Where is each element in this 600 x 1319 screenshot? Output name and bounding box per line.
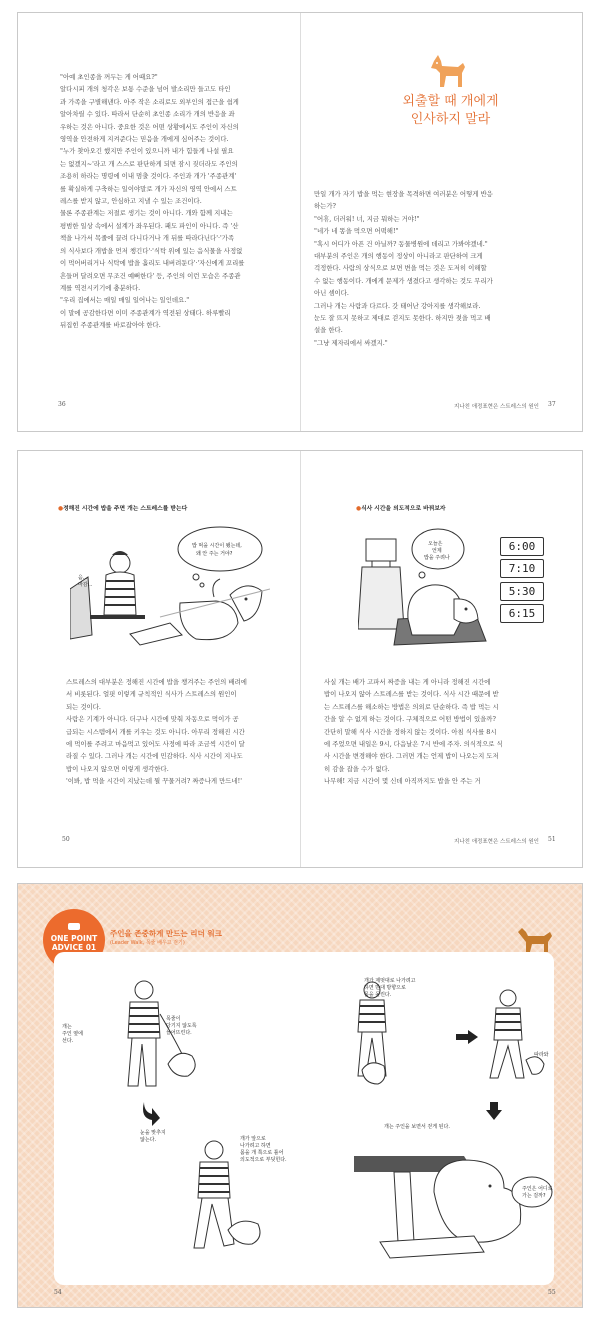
caption-no-eye-contact: 눈을 맞추지 않는다.: [140, 1130, 166, 1143]
text-line: "혹시 어디가 아픈 건 아닐까? 동물병원에 데리고 가봐야겠네.": [314, 239, 488, 248]
advice-title: 주인을 존중하게 만드는 리더 워크: [110, 929, 222, 938]
caption-bump-dog: 개가 앞으로 나가려고 하면 몸을 개 쪽으로 틀어 의도적으로 부딪힌다.: [240, 1136, 287, 1163]
text-line: 걱정한다. 사람의 상식으로 보면 변을 먹는 것은 도저히 이해할: [314, 264, 487, 273]
text-line: "네가 네 똥을 먹으면 어떡해!": [314, 227, 399, 236]
text-line: 그러나 개는 사람과 다르다. 갓 태어난 강아지를 생각해보라.: [314, 301, 481, 310]
badge-line-1: ONE POINT: [50, 934, 98, 943]
illustration-panel: [54, 952, 554, 1285]
text-line: 흔들며 달려오면 무조건 예뻐한다' 등, 주인의 이런 모습은 주종관: [60, 271, 241, 280]
text-line: 의 식사보다 개밥을 먼저 챙긴다'·'식탁 위에 있는 음식물을 사정없: [60, 246, 243, 255]
text-line: 설을 한다.: [314, 326, 343, 335]
page-number-right: 37: [548, 401, 556, 408]
thought-bubble-line-1: 오늘은: [428, 541, 443, 547]
left-page-body: [60, 71, 288, 332]
running-head-right: 지나친 애정표현은 스트레스의 원인: [454, 404, 539, 410]
advice-subtitle: (Leader Walk, 목줄 배우고 걷기): [110, 940, 185, 946]
text-line: 나무해! 지금 시간이 몇 신데 아직까지도 밥을 안 주는 거: [324, 777, 481, 786]
chapter-title-line-1: 외출할 때 개에게: [402, 94, 499, 109]
chapter-title-line-2: 인사하지 말라: [410, 112, 491, 127]
right-section-heading: ●식사 시간을 의도적으로 바꿔보자: [356, 506, 446, 512]
illustration-walk-step-4: [478, 986, 548, 1086]
text-line: 하는가?: [314, 202, 336, 211]
text-line: 히 감을 잡을 수가 없다.: [324, 764, 390, 773]
text-line: 평범한 일상 속에서 설계가 좌우된다. 패도 파인이 아니다. 즉 '산: [60, 221, 239, 230]
caption-turn-around: 개가 제멋대로 나가려고 하면 반대 방향으로 몸을 돌린다.: [364, 978, 416, 998]
illustration-walk-step-5: [354, 1132, 554, 1272]
illustration-hungry-dog: [70, 519, 270, 651]
text-line: 우하는 것은 아니다. 중요한 것은 어떤 상황에서도 주인이 자신의: [60, 122, 239, 131]
text-line: 밥이 나오지 않아 스트레스를 받는 것이다. 식사 시간 때문에 받: [324, 690, 499, 699]
arrow-right-icon: [456, 1030, 478, 1044]
text-line: "아예 초인종을 꺼두는 게 어때요?": [60, 73, 158, 81]
text-line: "그냥 제자리에서 싸겠지.": [314, 338, 388, 347]
text-line: 조용히 하라는 명령에 이내 멈출 것이다. 주인과 개가 '주종관계': [60, 172, 237, 181]
page-number-right: 51: [548, 836, 556, 843]
caption-person-2: 마감...: [78, 582, 93, 588]
text-line: "누가 찾아오긴 했지만 주인이 있으니까 내가 힘들게 나설 필요: [60, 147, 234, 156]
text-line: 과 가족을 구별해낸다. 아주 작은 소리로도 외부인의 접근을 쉽게: [60, 97, 239, 106]
text-line: 아닌 셈이다.: [314, 289, 349, 298]
page-number-left: 54: [54, 1289, 62, 1296]
text-line: 뒤집힌 주종관계를 바로잡아야 한다.: [60, 321, 161, 330]
text-line: '이봐, 밥 먹을 시간이 지났는데 뭘 꾸물거려? 짜증나게 만드네!': [66, 777, 242, 786]
text-line: 이 말에 공감한다면 이미 주종관계가 역전된 상태다. 하루빨리: [60, 308, 231, 317]
text-line: 만일 개가 자기 밥을 먹는 현장을 목격하면 여러분은 어떻게 반응: [314, 190, 493, 198]
text-line: 사실 개는 배가 고파서 짜증을 내는 게 아니라 정해진 시간에: [324, 678, 491, 686]
thought-bubble-line-2: 왜 안 주는 거야?: [196, 551, 233, 557]
wall-clock-3: 5:30: [500, 582, 544, 601]
caption-slack-leash: 목줄이 당기지 않도록 늘어뜨린다.: [166, 1016, 197, 1036]
book-spread-36-37: [17, 12, 583, 432]
book-spread-54-55: [17, 883, 583, 1308]
dog-icon: [428, 51, 472, 91]
chapter-title: [383, 93, 518, 129]
badge-line-2: ADVICE 01: [51, 943, 97, 952]
arrow-down-icon: [486, 1102, 502, 1120]
text-line: 서 비롯된다. 얼핏 이렇게 규칙적인 식사가 스트레스의 원인이: [66, 690, 237, 699]
text-line: 책을 나가서 목줄에 끌려 다니다거나 개 뒤를 따라다닌다'·'가족: [60, 234, 235, 243]
text-line: 급되는 시스템에서 개를 키우는 것도 아니다. 아무리 정해진 시간: [66, 727, 245, 736]
text-line: 를 확실하게 구축하는 일이야말로 개가 자신의 영역 안에서 스트: [60, 184, 237, 193]
caption-follow-sound: 따라와: [534, 1052, 549, 1058]
text-line: 알다시피 개의 청각은 보통 수준을 넘어 발소리만 들고도 타인: [60, 85, 231, 94]
spine-line: [300, 451, 301, 868]
caption-where-going: 주인은 어디로 가는 걸까?: [522, 1186, 553, 1199]
right-page-body: [324, 676, 546, 788]
wall-clock-1: 6:00: [500, 537, 544, 556]
text-line: 는 없겠지~'라고 개 스스로 판단하게 되면 잠시 짖더라도 주인의: [60, 159, 238, 168]
book-spread-50-51: [17, 450, 583, 868]
text-line: 간단히 말해 식사 시간을 정하지 않는 것이다. 아침 식사를 8시: [324, 727, 497, 736]
caption-person-1: 음...: [78, 575, 88, 581]
text-line: 는 스트레스를 해소하는 방법은 의외로 단순하다. 즉 밥 먹는 시: [324, 702, 499, 711]
thought-bubble-line-1: 밥 먹을 시간이 됐는데,: [192, 543, 242, 549]
page-number-left: 36: [58, 401, 66, 408]
text-line: 계를 역전시키기에 충분하다.: [60, 283, 141, 292]
text-line: 눈도 잘 뜨지 못하고 제대로 걷지도 못한다. 하지만 젖을 먹고 배: [314, 314, 491, 323]
text-line: 스트레스의 대부분은 정해진 시간에 밥을 챙겨주는 주인의 배려에: [66, 678, 247, 686]
spine-line: [300, 13, 301, 432]
wall-clock-4: 6:15: [500, 604, 544, 623]
text-line: "우리 집에서는 매일 매일 일어나는 일인데요.": [60, 296, 190, 305]
text-line: 간을 알 수 없게 하는 것이다. 구체적으로 어떤 방법이 있을까?: [324, 715, 496, 724]
text-line: 알아차릴 수 있다. 따라서 단순히 초인종 소리가 개의 반응을 좌: [60, 110, 235, 119]
text-line: 에 먹이를 주려고 마음먹고 있어도 사정에 따라 조금씩 시간이 달: [66, 740, 245, 749]
left-page-body: [66, 676, 286, 788]
badge-book-icon: [68, 923, 80, 930]
illustration-waiting-dog: [358, 519, 508, 651]
text-line: "어휴, 더러워! 너, 지금 뭐하는 거야!": [314, 214, 420, 223]
running-head-right: 지나친 애정표현은 스트레스의 원인: [454, 839, 539, 845]
dog-icon: [514, 924, 558, 954]
caption-dog-watches-owner: 개는 주인을 보면서 걷게 된다.: [384, 1124, 450, 1130]
text-line: 대부분의 주인은 개의 행동이 정상이 아니라고 판단하여 크게: [314, 252, 483, 261]
text-line: 밥이 나오지 않으면 이렇게 생각한다.: [66, 764, 169, 773]
caption-dog-beside-owner: 개는 주인 옆에 선다.: [62, 1024, 83, 1044]
left-section-heading: ●정해진 시간에 밥을 주면 개는 스트레스를 받는다: [58, 506, 188, 512]
page-number-left: 50: [62, 836, 70, 843]
text-line: 에 주었으면 내일은 9시, 다음날은 7시 반에 주자. 의식적으로 식: [324, 740, 503, 749]
text-line: 되는 것이다.: [66, 702, 101, 711]
right-page-body: [314, 188, 546, 349]
page-number-right: 55: [548, 1289, 556, 1296]
text-line: 영역을 안전하게 지켜준다는 믿음을 개에게 심어주는 것이다.: [60, 135, 229, 144]
text-line: 물론 주종관계는 저절로 생기는 것이 아니다. 개와 함께 지내는: [60, 209, 233, 218]
text-line: 사람은 기계가 아니다. 더구나 시간에 맞춰 자동으로 먹이가 공: [66, 715, 239, 724]
text-line: 이 먹어버리거나 식탁에 밥을 흘리도 내버려둔다'·'자신에게 꼬리를: [60, 259, 245, 268]
text-line: 레스를 받지 않고, 안심하고 지낼 수 있는 조건이다.: [60, 197, 202, 206]
thought-bubble-line-3: 밥을 주려나: [424, 555, 450, 561]
arrow-down-icon: [140, 1102, 162, 1126]
text-line: 라질 수 있다. 그러나 개는 시간에 민감하다. 식사 시간이 지나도: [66, 752, 243, 761]
thought-bubble-line-2: 언제: [432, 548, 442, 554]
text-line: 수 없는 행동이다. 개에게 문제가 생겼다고 생각하는 것도 무리가: [314, 276, 493, 285]
text-line: 사 시간을 변경해야 한다. 그러면 개는 언제 밥이 나오는지 도저: [324, 752, 499, 761]
wall-clock-2: 7:10: [500, 559, 544, 578]
